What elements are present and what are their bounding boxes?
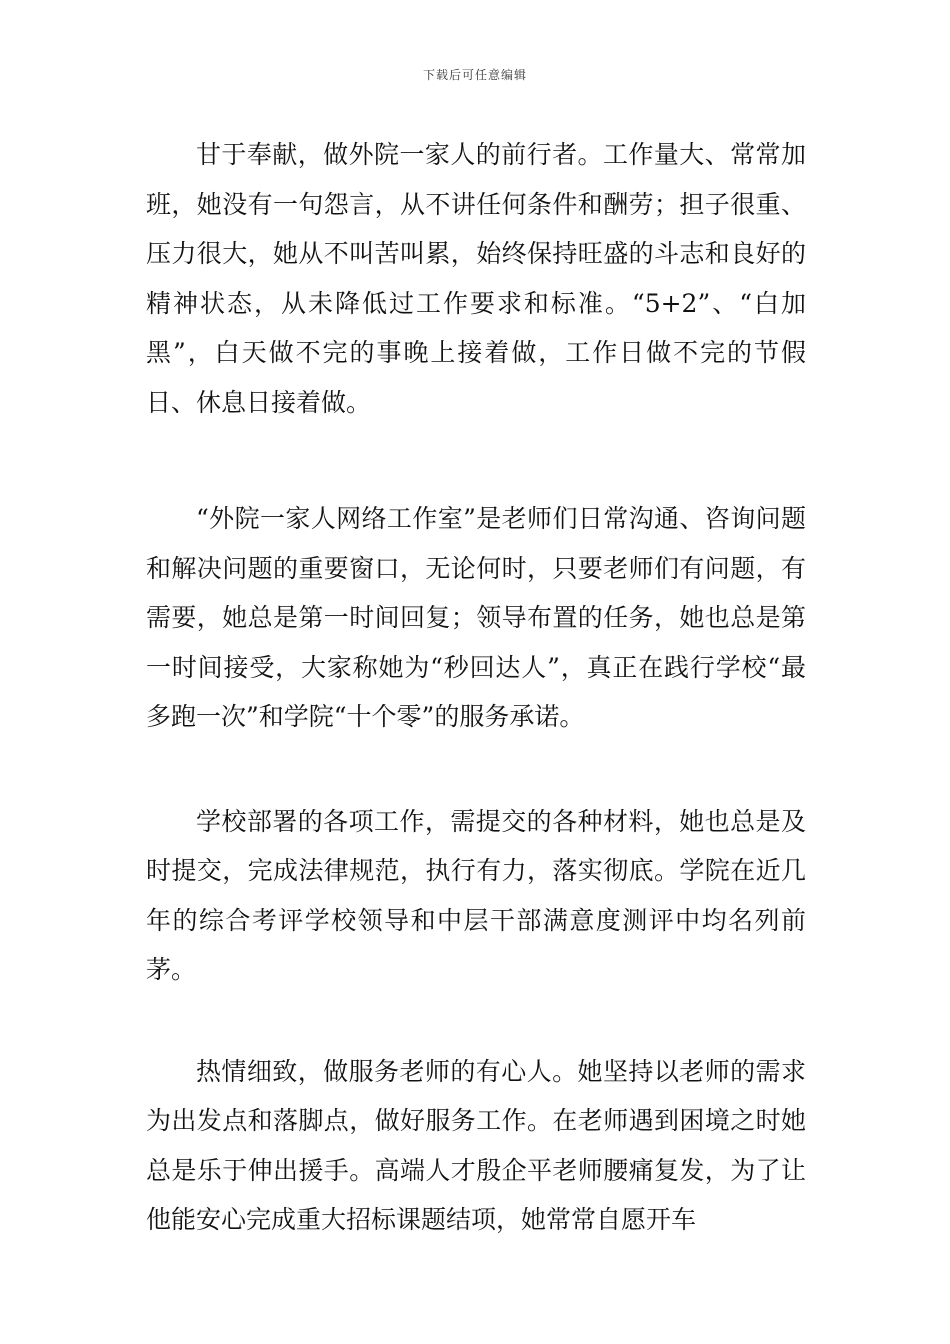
page-header-note: 下载后可任意编辑 [422,68,527,82]
paragraph-1: 甘于奉献，做外院一家人的前行者。工作量大、常常加班，她没有一句怨言，从不讲任何条件和酬劳；担子很重、压力很大，她从不叫苦叫累，始终保持旺盛的斗志和良好的精神状态，从未降低过工作要求和标准。“5+2”、“白加黑”，白天做不完的事晚上接着做，工作日做不完的节假日、休息日接着做。 [146,140,806,417]
document-body [146,130,806,1245]
paragraph-2: “外院一家人网络工作室”是老师们日常沟通、咨询问题和解决问题的重要窗口，无论何时，只要老师们有问题，有需要，她总是第一时间回复；领导布置的任务，她也总是第一时间接受，大家称她为“秒回达人”，真正在践行学校“最多跑一次”和学院“十个零”的服务承诺。 [146,504,806,731]
paragraph-4: 热情细致，做服务老师的有心人。她坚持以老师的需求为出发点和落脚点，做好服务工作。在老师遇到困境之时她总是乐于伸出援手。高端人才殷企平老师腰痛复发，为了让他能安心完成重大招标课题结项，她常常自愿开车 [146,1056,806,1234]
paragraph-3: 学校部署的各项工作，需提交的各种材料，她也总是及时提交，完成法律规范，执行有力，落实彻底。学院在近几年的综合考评学校领导和中层干部满意度测评中均名列前茅。 [146,806,806,984]
